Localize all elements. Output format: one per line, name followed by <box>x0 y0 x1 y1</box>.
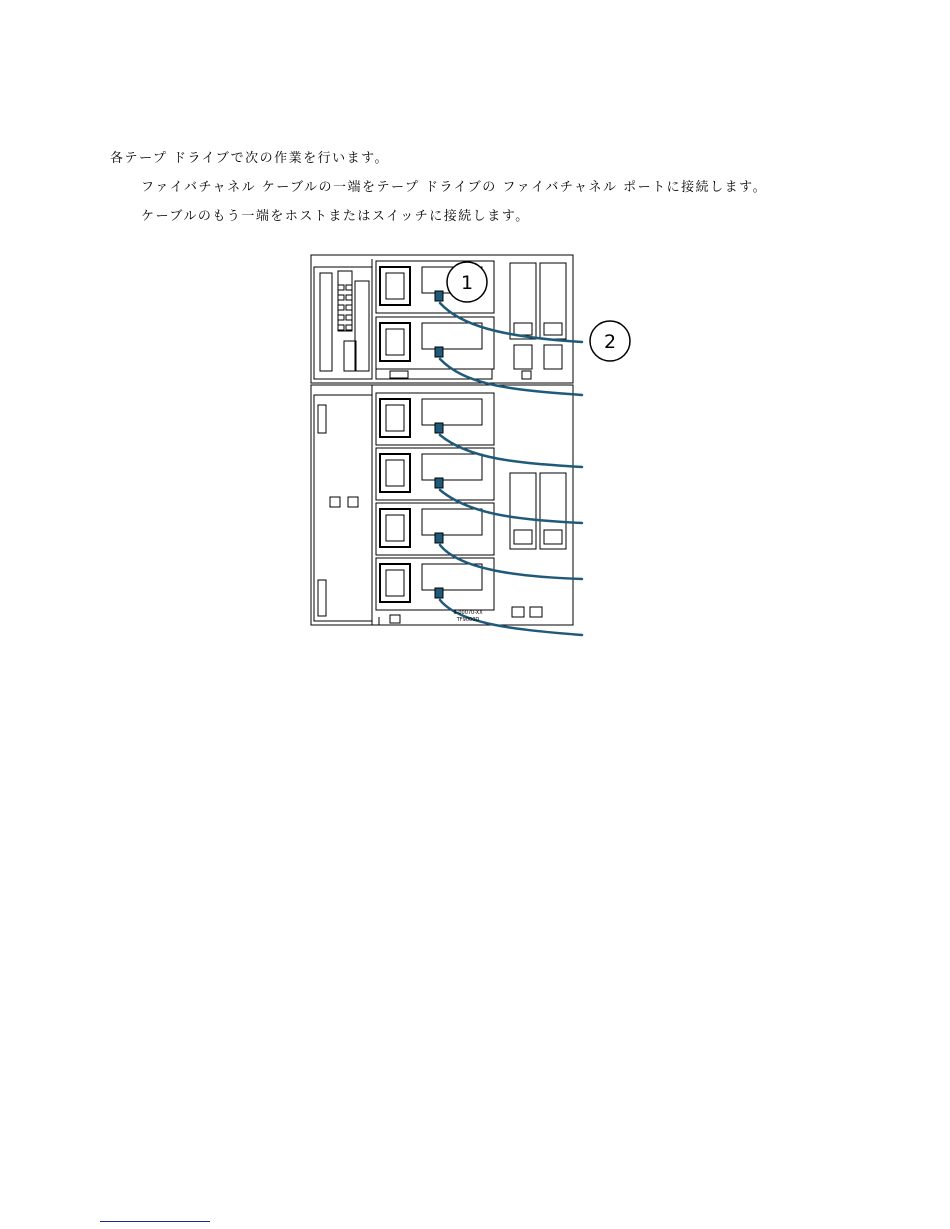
tape-drives <box>376 261 494 610</box>
expansion-side-panel <box>314 395 372 621</box>
cable-5 <box>440 545 582 579</box>
callout-1 <box>447 262 487 302</box>
control-module-chassis <box>311 255 573 383</box>
tape-drive-3 <box>376 393 494 445</box>
footnote-separator <box>100 1221 210 1222</box>
tape-drive-5 <box>376 503 494 555</box>
cable-2 <box>440 359 582 395</box>
tape-drive-4 <box>376 448 494 500</box>
instruction-substep-1: ファイバチャネル ケーブルの一端をテープ ドライブの ファイバチャネル ポートに接続します。 <box>141 180 768 195</box>
library-rear-diagram <box>300 245 640 645</box>
instruction-substep-2: ケーブルのもう一端をホストまたはスイッチに接続します。 <box>141 209 530 224</box>
cable-4 <box>440 490 582 523</box>
library-controller-panel <box>314 267 372 379</box>
module-label-part: 9-00070-XX <box>453 610 483 616</box>
instruction-step: 各テープ ドライブで次の作業を行います。 <box>110 151 390 166</box>
callout-1-label: 1 <box>460 272 474 294</box>
fibre-channel-cables <box>440 303 582 635</box>
callout-2-label: 2 <box>603 331 617 353</box>
callout-2 <box>590 321 630 361</box>
cable-3 <box>440 435 582 467</box>
module-label-model: TF9000D <box>456 617 480 623</box>
